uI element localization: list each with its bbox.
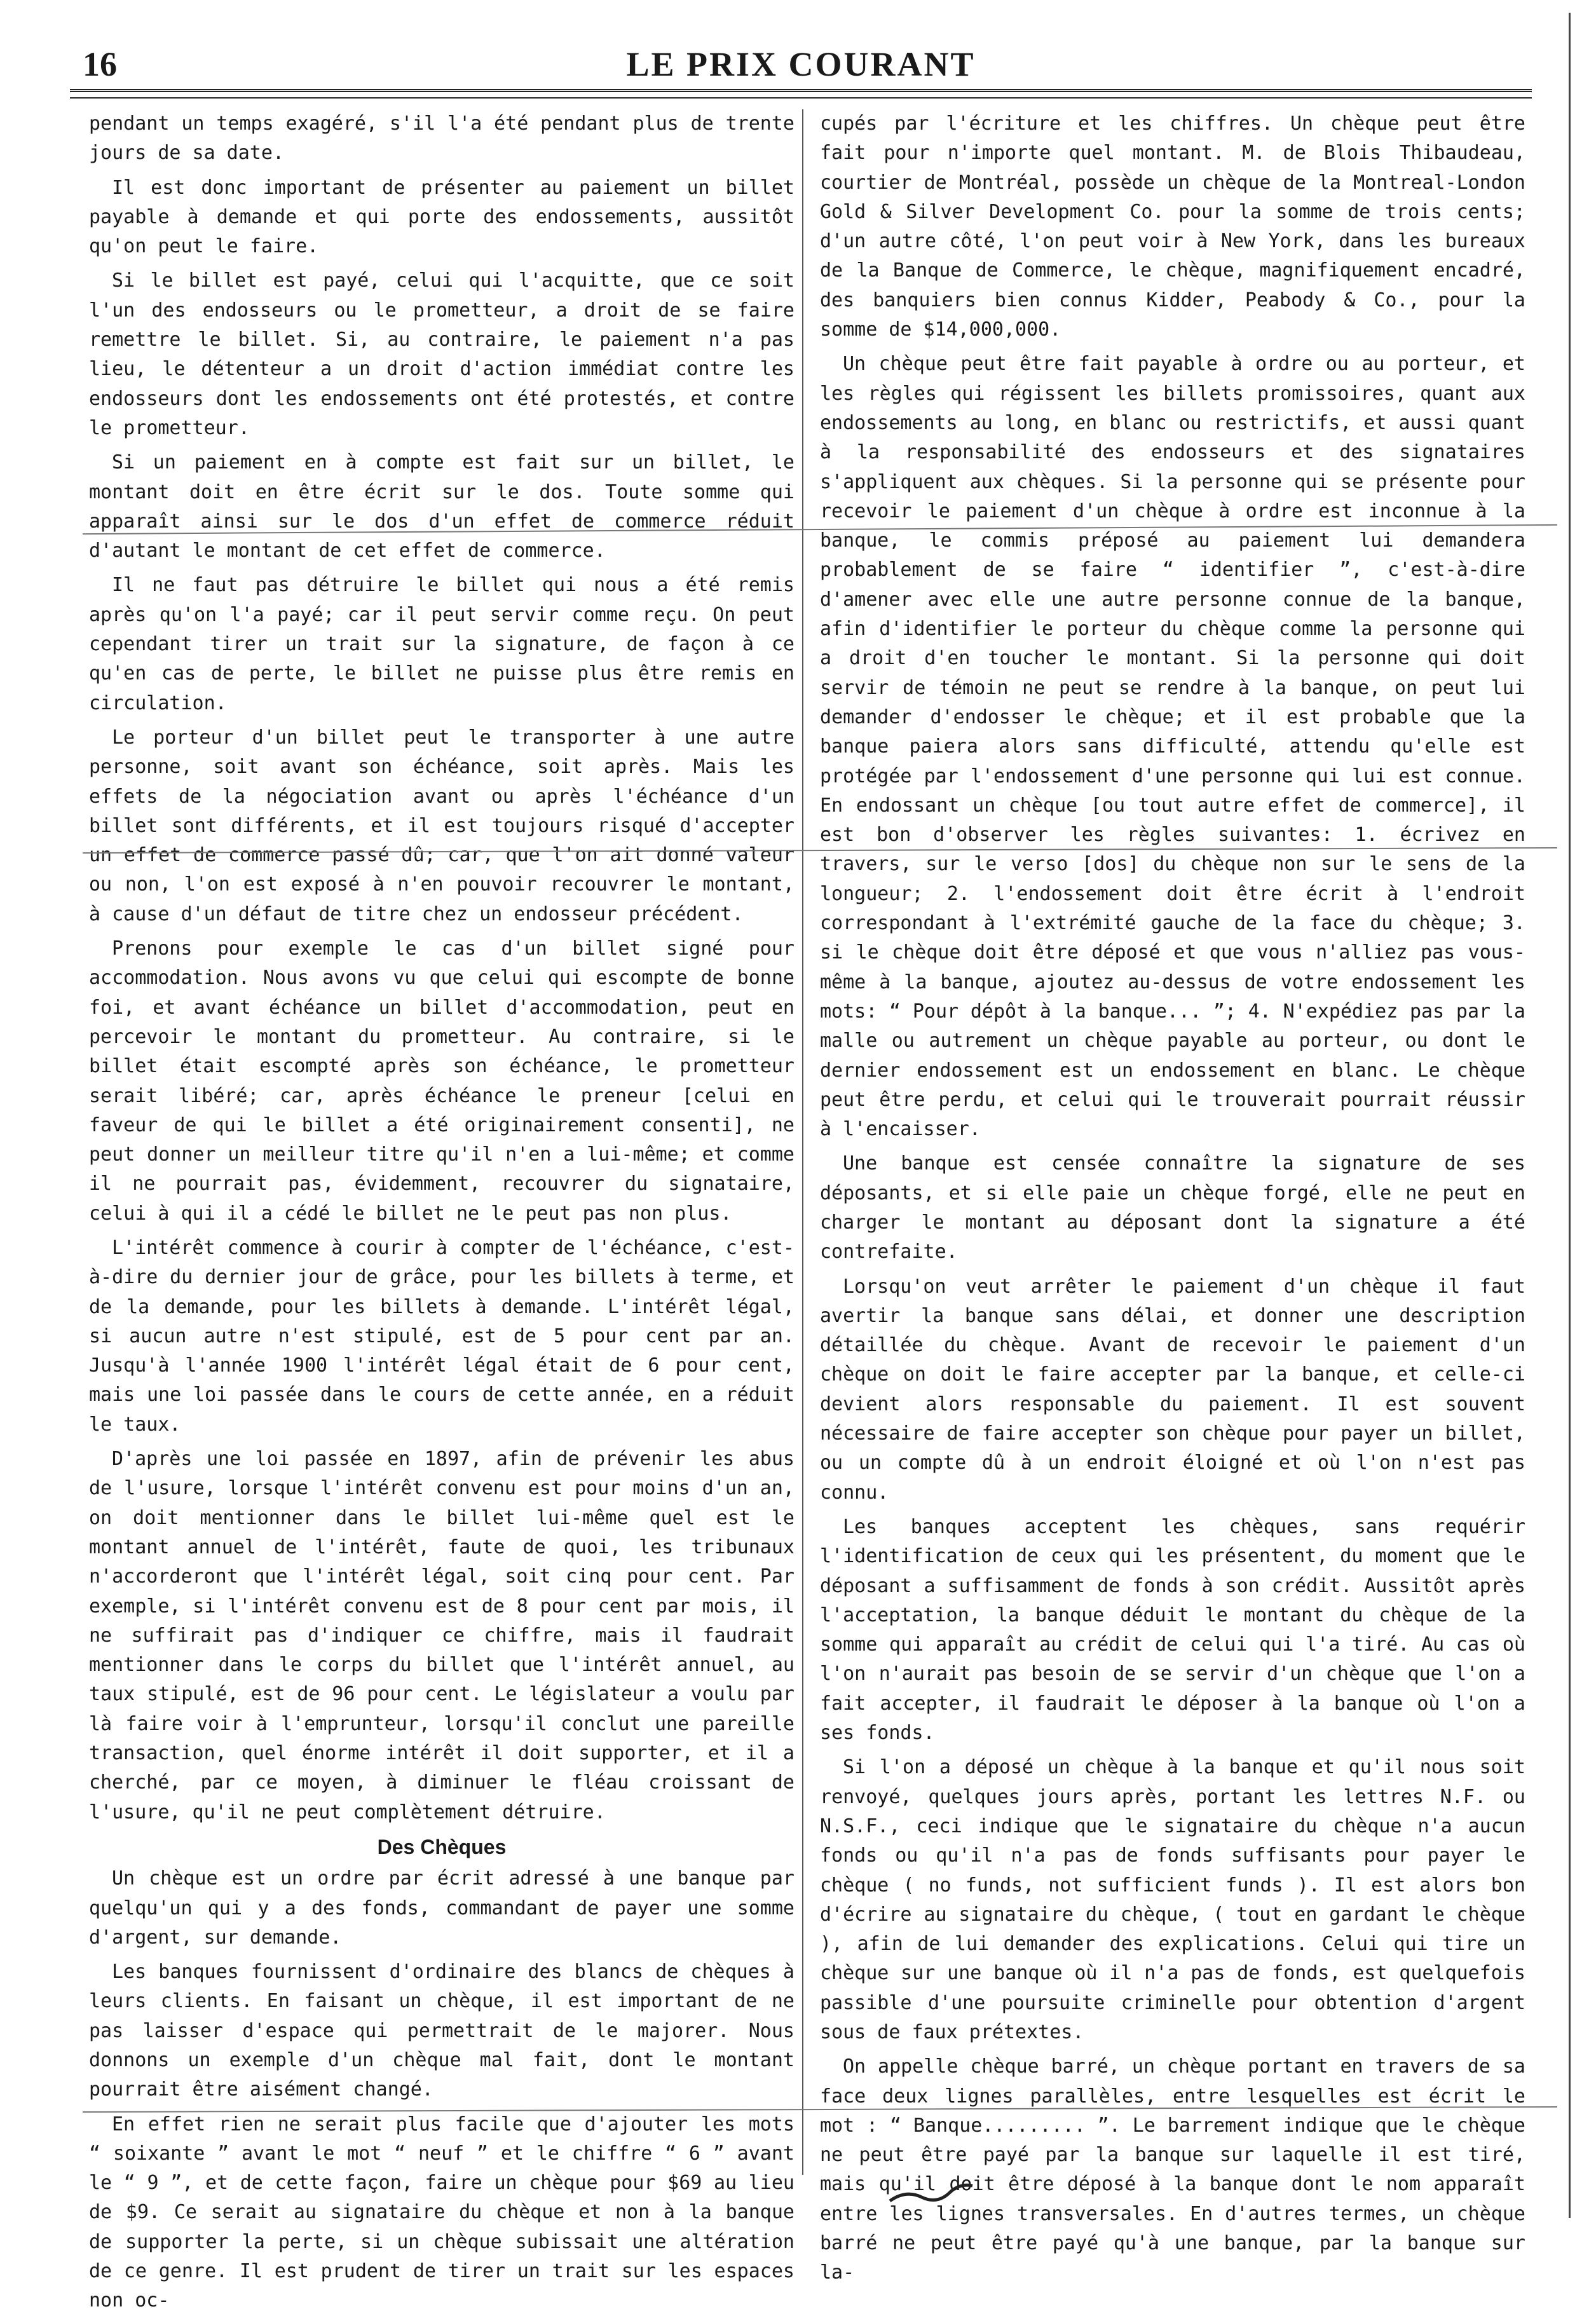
paragraph: Si le billet est payé, celui qui l'acquitte, que ce soit l'un des endosseurs ou le prometteur, a droit de se faire remettre le billet. Si, au contraire, le paiement n'a pas lieu, le détenteur a un droit d'action immédiat contre les endosseurs dont les endossements ont été protestés, et contre le prometteur. bbox=[89, 269, 795, 439]
paragraph: Il est donc important de présenter au paiement un billet payable à demande et qui porte des endossements, aussitôt qu'on peut le faire. bbox=[89, 176, 795, 258]
pen-mark bbox=[887, 2177, 976, 2209]
section-heading: Des Chèques bbox=[377, 1835, 507, 1858]
paragraph: On appelle chèque barré, un chèque portant en travers de sa face deux lignes parallèles, entre lesquelles est écrit le mot : “ Banque......... ”. Le barrement indique que le chèque ne peut être payé par la banque sur laquelle il est tiré, mais qu'il doit être déposé à la banque dont le nom apparaît entre les lignes transversales. En d'autres termes, un chèque barré ne peut être payé qu'à une banque, par la banque sur la- bbox=[820, 2055, 1525, 2284]
paragraph: En effet rien ne serait plus facile que d'ajouter les mots “ soixante ” avant le mot “ neuf ” et le chiffre “ 6 ” avant le “ 9 ”, et de cette façon, faire un chèque pour $69 au lieu de $9. Ce serait au signataire du chèque et non à la banque de supporter la perte, si un chèque subissait une altération de ce genre. Il est prudent de tirer un trait sur les espaces non oc- bbox=[89, 2113, 795, 2312]
left-column bbox=[89, 109, 795, 2312]
paragraph: Un chèque peut être fait payable à ordre ou au porteur, et les règles qui régissent les billets promissoires, quant aux endossements au long, en blanc ou restrictifs, et aussi quant à la responsabilité des endosseurs et des signataires s'appliquent aux chèques. Si la personne qui se présente pour recevoir le paiement d'un chèque à ordre est inconnue à la banque, le commis préposé au paiement lui demandera probablement de se faire “ identifier ”, c'est-à-dire d'amener avec elle une autre personne connue de la banque, afin d'identifier le porteur du chèque comme la personne qui a droit d'en toucher le montant. Si la personne qui doit servir de témoin ne peut se rendre à la banque, on peut lui demander d'endosser le chèque; et il est probable que la banque paiera alors sans difficulté, attendu qu'elle est protégée par l'endossement d'une personne qui lui est connue. En endossant un chèque [ou tout autre effet de commerce], il est bon d'observer les règles suivantes: 1. écrivez en travers, sur le verso [dos] du chèque non sur le sens de la longueur; 2. l'endossement doit être écrit à l'endroit correspondant à l'extrémité gauche de la face du chèque; 3. si le chèque doit être déposé et que vous n'alliez pas vous-même à la banque, ajoutez au-dessus de votre endossement les mots: “ Pour dépôt à la banque... ”; 4. N'expédiez pas par la malle ou autrement un chèque payable au porteur, ou dont le dernier endossement est un endossement en blanc. Le chèque peut être perdu, et celui qui le trouverait pourrait réussir à l'encaisser. bbox=[820, 353, 1525, 1141]
page-header bbox=[83, 44, 1519, 89]
header-rule-double bbox=[70, 89, 1532, 92]
journal-title: LE PRIX COURANT bbox=[626, 45, 976, 83]
paragraph: Il ne faut pas détruire le billet qui nous a été remis après qu'on l'a payé; car il peut servir comme reçu. On peut cependant tirer un trait sur la signature, de façon à ce qu'en cas de perte, le billet ne puisse plus être remis en circulation. bbox=[89, 574, 795, 714]
paragraph: Les banques fournissent d'ordinaire des blancs de chèques à leurs clients. En faisant un chèque, il est important de ne pas laisser d'espace qui permettrait de le majorer. Nous donnons un exemple d'un chèque mal fait, dont le montant pourrait être aisément changé. bbox=[89, 1961, 795, 2101]
paragraph: Une banque est censée connaître la signature de ses déposants, et si elle paie un chèque forgé, elle ne peut en charger le montant au déposant dont la signature a été contrefaite. bbox=[820, 1152, 1525, 1264]
header-rule bbox=[70, 97, 1532, 99]
page-edge-line bbox=[1569, 13, 1571, 2218]
column-gutter bbox=[802, 109, 803, 2175]
paragraph: Prenons pour exemple le cas d'un billet signé pour accommodation. Nous avons vu que celui qui escompte de bonne foi, et avant échéance un billet d'accommodation, peut en percevoir le montant du prometteur. Au contraire, si le billet était escompté après son échéance, le prometteur serait libéré; car, après échéance le preneur [celui en faveur de qui le billet a été originairement consenti], ne peut donner un meilleur titre qu'il n'en a lui-même; et comme il ne pourrait pas, évidemment, recouvrer du signataire, celui à qui il a cédé le billet ne le peut pas non plus. bbox=[89, 937, 795, 1225]
paragraph: Le porteur d'un billet peut le transporter à une autre personne, soit avant son échéance, soit après. Mais les effets de la négociation avant ou après l'échéance d'un billet sont différents, et il est toujours risqué d'accepter un effet de commerce passé dû; car, que l'on ait donné valeur ou non, l'on est exposé à n'en pouvoir recouvrer le montant, à cause d'un défaut de titre chez un endosseur précédent. bbox=[89, 726, 795, 925]
paragraph: Si un paiement en à compte est fait sur un billet, le montant doit en être écrit sur le dos. Toute somme qui apparaît ainsi sur le dos d'un effet de commerce réduit d'autant le montant de cet effet de commerce. bbox=[89, 451, 795, 562]
paragraph: Un chèque est un ordre par écrit adressé à une banque par quelqu'un qui y a des fonds, commandant de payer une somme d'argent, sur demande. bbox=[89, 1867, 795, 1949]
paragraph: Lorsqu'on veut arrêter le paiement d'un chèque il faut avertir la banque sans délai, et donner une description détaillée du chèque. Avant de recevoir le paiement d'un chèque on doit le faire accepter par la banque, et celle-ci devient alors responsable du paiement. Il est souvent nécessaire de faire accepter son chèque pour payer un billet, ou un compte dû à un endroit éloigné et où l'on n'est pas connu. bbox=[820, 1275, 1525, 1504]
paragraph: Si l'on a déposé un chèque à la banque et qu'il nous soit renvoyé, quelques jours après, portant les lettres N.F. ou N.S.F., ceci indique que le signataire du chèque n'a aucun fonds ou qu'il n'a pas de fonds suffisants pour payer le chèque ( no funds, not sufficient funds ). Il est alors bon d'écrire au signataire du chèque, ( tout en gardant le chèque ), afin de lui demander des explications. Celui qui tire un chèque sur une banque où il n'a pas de fonds, est quelquefois passible d'une poursuite criminelle pour obtention d'argent sous de faux prétextes. bbox=[820, 1756, 1525, 2043]
paragraph: Les banques acceptent les chèques, sans requérir l'identification de ceux qui les présentent, du moment que le déposant a suffisamment de fonds à son crédit. Aussitôt après l'acceptation, la banque déduit le montant du chèque de la somme qui apparaît au crédit de celui qui l'a tiré. Au cas où l'on n'aurait pas besoin de se servir d'un chèque que l'on a fait accepter, il faudrait le déposer à la banque où l'on a ses fonds. bbox=[820, 1515, 1525, 1745]
page-number: 16 bbox=[83, 45, 117, 83]
paragraph: D'après une loi passée en 1897, afin de prévenir les abus de l'usure, lorsque l'intérêt convenu est pour moins d'un an, on doit mentionner dans le billet lui-même quel est le montant annuel de l'intérêt, faute de quoi, les tribunaux n'accorderont que l'intérêt légal, soit cinq pour cent. Par exemple, si l'intérêt convenu est de 8 pour cent par mois, il ne suffirait pas d'indiquer ce chiffre, mais il faudrait mentionner dans le corps du billet que l'intérêt annuel, au taux stipulé, est de 96 pour cent. Le législateur a voulu par là faire voir à l'emprunteur, lorsqu'il conclut une pareille transaction, quel énorme intérêt il doit supporter, et il a cherché, par ce moyen, à diminuer le fléau croissant de l'usure, qu'il ne peut complètement détruire. bbox=[89, 1448, 795, 1823]
right-column bbox=[820, 109, 1525, 2284]
paragraph: cupés par l'écriture et les chiffres. Un chèque peut être fait pour n'importe quel montant. M. de Blois Thibaudeau, courtier de Montréal, possède un chèque de la Montreal-London Gold & Silver Development Co. pour la somme de trois cents; d'un autre côté, l'on peut voir à New York, dans les bureaux de la Banque de Commerce, le chèque, magnifiquement encadré, des banquiers bien connus Kidder, Peabody & Co., pour la somme de $14,000,000. bbox=[820, 112, 1525, 341]
paragraph: L'intérêt commence à courir à compter de l'échéance, c'est-à-dire du dernier jour de grâce, pour les billets à terme, et de la demande, pour les billets à demande. L'intérêt légal, si aucun autre n'est stipulé, est de 5 pour cent par an. Jusqu'à l'année 1900 l'intérêt légal était de 6 pour cent, mais une loi passée dans le cours de cette année, en a réduit le taux. bbox=[89, 1236, 795, 1436]
paragraph: pendant un temps exagéré, s'il l'a été pendant plus de trente jours de sa date. bbox=[89, 112, 795, 165]
